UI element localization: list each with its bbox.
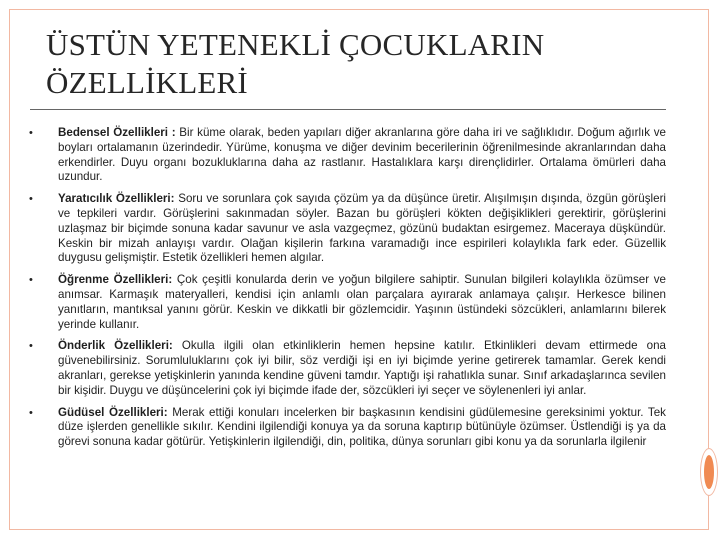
list-item-yaraticilik bbox=[26, 192, 666, 266]
decorative-tab-fill bbox=[704, 455, 714, 489]
list-item-gudusel bbox=[26, 406, 666, 450]
decorative-tab-icon bbox=[700, 448, 718, 496]
item-text: Çok çeşitli konularda derin ve yoğun bilgilere sahiptir. Sunulan bilgileri kolaylıkla özümser ve anımsar. Karmaşık materyalleri, kendisi için anlamlı olan parçalara ayırarak anlamaya çalışır. Herkesce bilinen yanıtların, mantıksal yanını görür. Keskin ve dikkatli bir gözlemcidir. Yaşının üstündeki sözcükleri, anlamlarını bilerek yerinde kullanır. bbox=[58, 273, 666, 331]
item-heading: Öğrenme Özellikleri: bbox=[58, 273, 173, 287]
bullet-icon: • bbox=[29, 406, 33, 419]
item-paragraph bbox=[58, 273, 666, 332]
bullet-list bbox=[26, 126, 666, 457]
item-paragraph bbox=[58, 192, 666, 266]
title-divider bbox=[30, 109, 666, 110]
item-text: Merak ettiği konuları incelerken bir başkasının kendisini güdülemesine gereksinimi yoktur. Tek düze işlerden genellikle sıkılır. Kendini ilgilendiği konuya ya da soruna kaptırıp bütünüyle özümser. Üstlendiği iş ya da görevi sonuna kadar götürür. Yetişkinlerin ilgilendiği, din, politika, dünya sorunları gibi konu ya da sorunlarla ilgilenir bbox=[58, 405, 666, 449]
list-item-onderlik bbox=[26, 339, 666, 398]
item-paragraph bbox=[58, 126, 666, 185]
item-text: Soru ve sorunlara çok sayıda çözüm ya da düşünce üretir. Alışılmışın dışında, özgün görüşleri ve tepkileri vardır. Görüşlerini sakınmadan söyler. Bazan bu görüşleri kökten değişiklikleri gerektirir, görüşlerini uzlaşmaz bir biçimde sonuna kadar savunur ve asla vazgeçmez, gözünü budaktan esirgemez. Maceraya düşkündür. Keskin bir mizah anlayışı vardır. Olağan kişilerin farkına varamadığı ince espirileri kolaylıkla fark eder. Güzellik duygusu gelişmiştir. Estetik özellikleri hemen algılar. bbox=[58, 192, 666, 265]
item-paragraph bbox=[58, 339, 666, 398]
item-heading: Güdüsel Özellikleri: bbox=[58, 405, 168, 419]
item-paragraph bbox=[58, 406, 666, 450]
list-item-bedensel bbox=[26, 126, 666, 185]
item-heading: Önderlik Özellikleri: bbox=[58, 339, 173, 353]
item-heading: Bedensel Özellikleri : bbox=[58, 126, 176, 139]
item-heading: Yaratıcılık Özellikleri: bbox=[58, 192, 175, 206]
slide-title: ÜSTÜN YETENEKLİ ÇOCUKLARIN ÖZELLİKLERİ bbox=[46, 27, 545, 100]
bullet-icon: • bbox=[29, 274, 33, 287]
bullet-icon: • bbox=[29, 193, 33, 206]
list-item-ogrenme bbox=[26, 273, 666, 332]
bullet-icon: • bbox=[29, 340, 33, 353]
item-text: Bir küme olarak, beden yapıları diğer akranlarına göre daha iri ve sağlıklıdır. Doğum ağırlık ve boyları ortalamanın üzerindedir. Yürüme, konuşma ve diğer devinim becerilerinin öğrenilmesinde akranlarından daha erkendirler. Duyu organı bozukluklarına daha az rastlanır. Hastalıklara karşı dirençlidirler. Ortalama ömürleri daha uzundur. bbox=[58, 126, 666, 184]
item-text: Okulla ilgili olan etkinliklerin hemen hepsine katılır. Etkinlikleri devam ettirmede ona güvenebilirsiniz. Sorumluluklarını çok iyi bilir, söz verdiği işi en iyi biçimde yerine getirerek tamamlar. Gerek kendi akranları, gerekse yetişkinlerin yanında kendine güveni tamdır. Yaptığı işi rahatlıkla sunar. Sınıf arkadaşlarınca sevilen bir kişidir. Duygu ve düşüncelerini çok iyi biçimde ifade der, sözcükleri iyi seçer ve söylenenleri iyi anlar. bbox=[58, 339, 666, 397]
bullet-icon: • bbox=[29, 127, 33, 139]
